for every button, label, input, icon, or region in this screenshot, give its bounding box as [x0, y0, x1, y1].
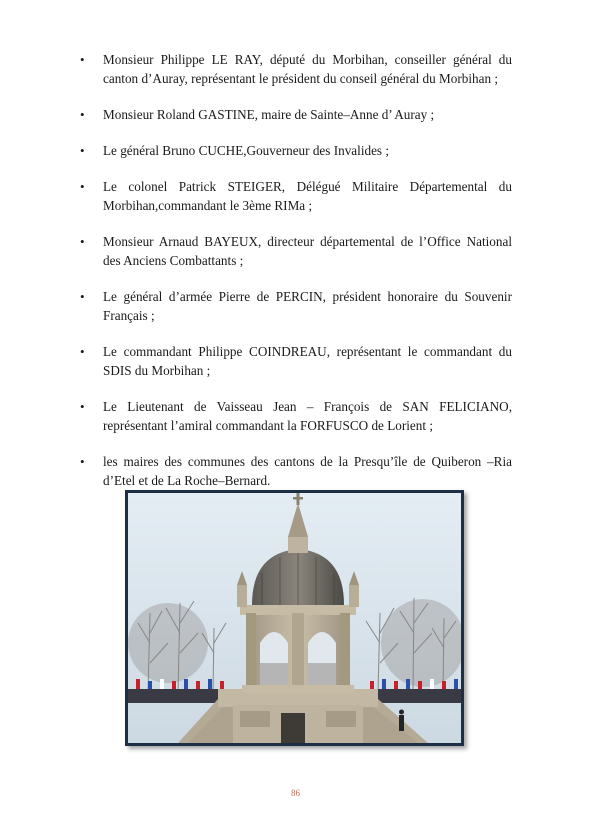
list-item — [78, 287, 512, 325]
list-item — [78, 141, 512, 160]
bullet-icon: • — [80, 143, 85, 158]
memorial-photo — [125, 490, 464, 746]
list-item — [78, 342, 512, 380]
bullet-icon: • — [80, 454, 85, 469]
bullet-icon: • — [80, 399, 85, 414]
list-item — [78, 452, 512, 490]
list-item-text: Le général d’armée Pierre de PERCIN, président honoraire du Souvenir Français ; — [103, 289, 512, 323]
bullet-icon: • — [80, 289, 85, 304]
attendee-list — [78, 50, 512, 507]
bullet-icon: • — [80, 107, 85, 122]
bullet-icon: • — [80, 179, 85, 194]
list-item — [78, 177, 512, 215]
page-number: 86 — [291, 788, 300, 798]
list-item-text: Monsieur Arnaud BAYEUX, directeur départemental de l’Office National des Anciens Combattants ; — [103, 234, 512, 268]
memorial-monument-photo-icon — [128, 493, 461, 743]
bullet-icon: • — [80, 344, 85, 359]
bullet-icon: • — [80, 234, 85, 249]
list-item-text: les maires des communes des cantons de la Presqu’île de Quiberon –Ria d’Etel et de La Roche–Bernard. — [103, 454, 512, 488]
list-item-text: Le commandant Philippe COINDREAU, représentant le commandant du SDIS du Morbihan ; — [103, 344, 512, 378]
list-item — [78, 397, 512, 435]
list-item-text: Monsieur Roland GASTINE, maire de Sainte–Anne d’ Auray ; — [103, 107, 435, 122]
list-item-text: Le général Bruno CUCHE,Gouverneur des Invalides ; — [103, 143, 390, 158]
list-item-text: Monsieur Philippe LE RAY, député du Morbihan, conseiller général du canton d’Auray, représentant le président du conseil général du Morbihan ; — [103, 52, 512, 86]
list-item-text: Le colonel Patrick STEIGER, Délégué Militaire Départemental du Morbihan,commandant le 3ème RIMa ; — [103, 179, 512, 213]
list-item — [78, 105, 512, 124]
list-item — [78, 50, 512, 88]
bullet-icon: • — [80, 52, 85, 67]
list-item-text: Le Lieutenant de Vaisseau Jean – François de SAN FELICIANO, représentant l’amiral commandant la FORFUSCO de Lorient ; — [103, 399, 512, 433]
list-item — [78, 232, 512, 270]
